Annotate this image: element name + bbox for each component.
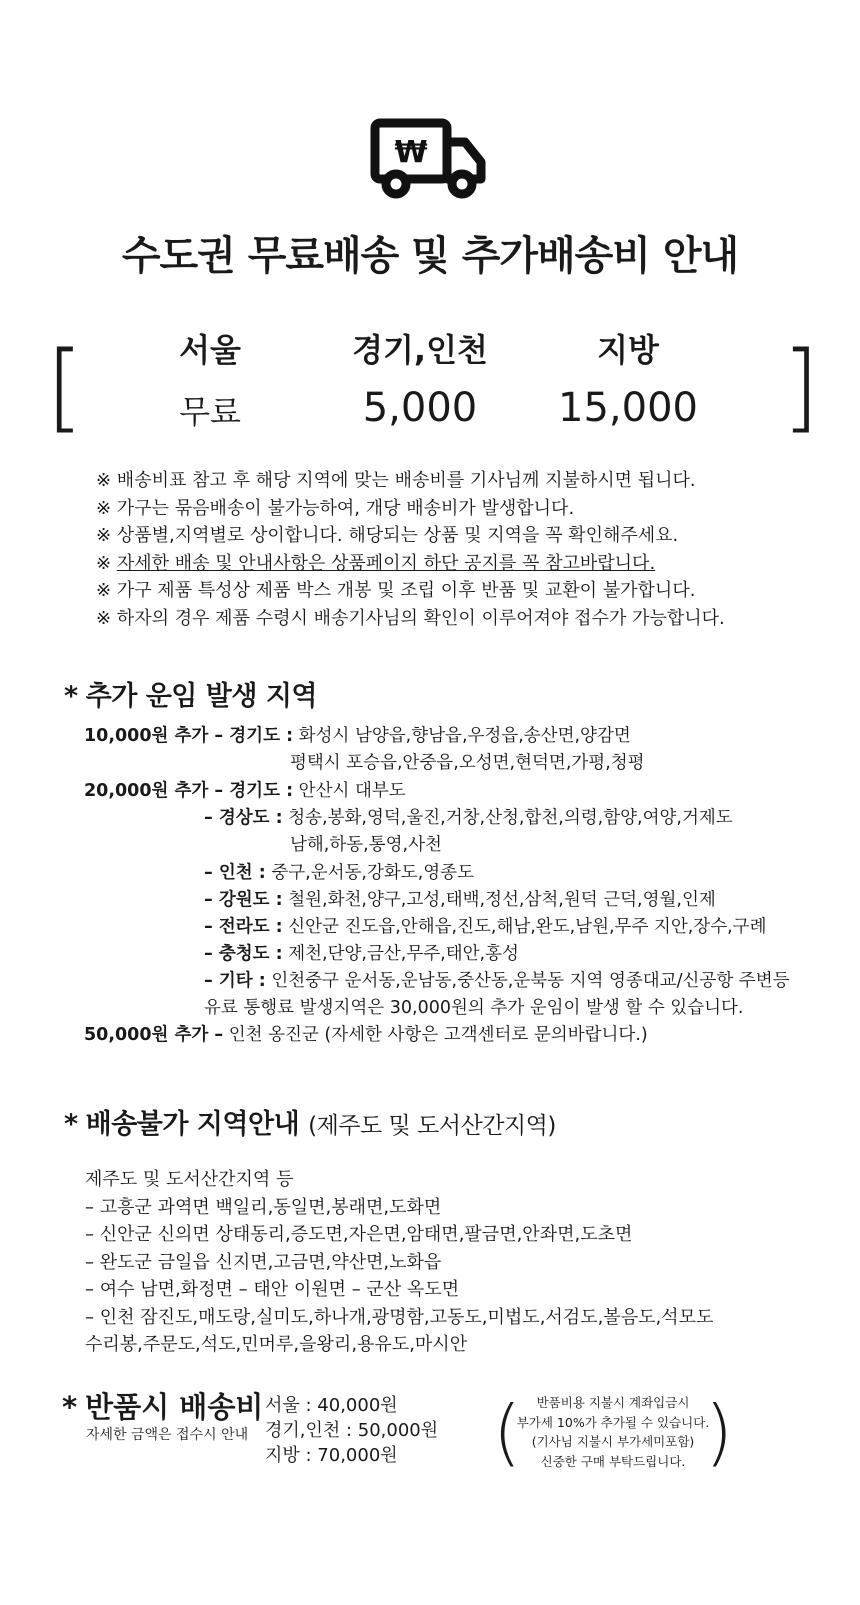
star-icon: *	[64, 681, 78, 712]
surcharge-areas: 인천 옹진군 (자세한 사항은 고객센터로 문의바랍니다.)	[228, 1025, 648, 1045]
surcharge-areas: 제천,단양,금산,무주,태안,홍성	[288, 944, 519, 964]
left-bracket: [	[46, 331, 84, 443]
no-delivery-title: 배송불가 지역안내	[85, 1109, 300, 1140]
note-item: ※ 배송비표 참고 후 해당 지역에 맞는 배송비를 기사님께 지불하시면 됩니다.	[96, 470, 696, 491]
surcharge-areas: 안산시 대부도	[298, 781, 406, 801]
surcharge-label: 10,000원 추가 – 경기도 :	[84, 726, 294, 746]
star-icon: *	[64, 1109, 78, 1140]
rate-fee-seoul: 무료	[179, 393, 241, 431]
surcharge-areas: 남해,하동,통영,사천	[290, 835, 442, 855]
surcharge-label: 50,000원 추가 –	[84, 1025, 224, 1045]
returns-heading	[62, 1385, 263, 1426]
return-fee-item: 서울 : 40,000원	[265, 1395, 398, 1416]
surcharge-areas: 화성시 남양읍,향남읍,우정읍,송산면,양감면	[298, 726, 631, 746]
surcharge-label: – 충청도 :	[204, 944, 283, 964]
no-delivery-list	[85, 1166, 713, 1359]
surcharge-title: 추가 운임 발생 지역	[85, 681, 317, 712]
rate-fee-gyeonggi: 5,000	[362, 385, 478, 431]
surcharge-areas: 중구,운서동,강화도,영종도	[271, 863, 474, 883]
returns-fee-list	[265, 1393, 438, 1468]
list-item: – 고흥군 과역면 백일리,동일면,봉래면,도화면	[85, 1196, 442, 1218]
note-item: ※ 가구 제품 특성상 제품 박스 개봉 및 조립 이후 반품 및 교환이 불가합니다.	[96, 580, 696, 601]
page-title: 수도권 무료배송 및 추가배송비 안내	[121, 233, 739, 279]
rate-fee-local: 15,000	[558, 385, 698, 431]
list-item: – 완도군 금일읍 신지면,고금면,약산면,노화읍	[85, 1251, 442, 1273]
surcharge-areas: 인천중구 운서동,운남동,중산동,운북동 지역 영종대교/신공항 주변등	[271, 971, 790, 991]
notice-line: 반품비용 지불시 계좌입금시	[536, 1395, 690, 1410]
surcharge-areas: 신안군 진도읍,안해읍,진도,해남,완도,남원,무주 지안,장수,구례	[288, 917, 767, 937]
return-fee-item: 경기,인천 : 50,000원	[265, 1420, 439, 1441]
svg-text:₩: ₩	[394, 135, 428, 170]
returns-notice	[493, 1390, 733, 1480]
surcharge-areas: 평택시 포승읍,안중읍,오성면,현덕면,가평,청평	[290, 753, 645, 773]
note-prefix: ※	[96, 552, 117, 574]
no-delivery-subtitle: (제주도 및 도서산간지역)	[308, 1113, 556, 1139]
surcharge-areas: 유료 통행료 발생지역은 30,000원의 추가 운임이 발생 할 수 있습니다.	[204, 998, 744, 1018]
surcharge-label: – 강원도 :	[204, 890, 283, 910]
list-item: – 인천 잠진도,매도랑,실미도,하나개,광명함,고동도,미법도,서검도,볼음도,석모도	[85, 1306, 714, 1328]
surcharge-label: – 기타 :	[204, 971, 266, 991]
returns-title: 반품시 배송비	[85, 1390, 264, 1424]
surcharge-areas: 청송,봉화,영덕,울진,거창,산청,합천,의령,함양,여양,거제도	[288, 808, 733, 828]
returns-notice-text	[497, 1393, 729, 1471]
list-item: 제주도 및 도서산간지역 등	[85, 1169, 294, 1190]
return-fee-item: 지방 : 70,000원	[265, 1445, 398, 1466]
list-item: – 신안군 신의면 상태동리,증도면,자은면,암태면,팔금면,안좌면,도초면	[85, 1224, 633, 1245]
surcharge-areas: 철원,화천,양구,고성,태백,정선,삼척,원덕 근덕,영월,인제	[288, 890, 716, 910]
right-paren: )	[704, 1390, 733, 1474]
rate-region-seoul: 서울	[179, 331, 241, 369]
note-item: ※ 가구는 묶음배송이 불가능하여, 개당 배송비가 발생합니다.	[96, 497, 575, 519]
truck-won-icon	[370, 118, 488, 200]
surcharge-label: 20,000원 추가 – 경기도 :	[84, 781, 294, 801]
rate-region-gyeonggi: 경기,인천	[352, 331, 488, 369]
list-item: 수리봉,주문도,석도,민머루,을왕리,용유도,마시안	[85, 1334, 468, 1355]
notice-line: 부가세 10%가 추가될 수 있습니다.	[516, 1414, 710, 1430]
note-item	[96, 550, 725, 578]
notice-line: 신중한 구매 부탁드립니다.	[540, 1453, 686, 1469]
right-bracket: ]	[782, 331, 820, 443]
notes-list	[96, 467, 725, 632]
rate-region-local: 지방	[597, 331, 659, 369]
left-paren: (	[493, 1390, 522, 1474]
surcharge-heading	[64, 674, 317, 713]
surcharge-label: – 전라도 :	[204, 917, 283, 937]
notice-line: (기사님 지불시 부가세미포함)	[531, 1434, 695, 1449]
star-icon: *	[62, 1390, 78, 1424]
no-delivery-heading	[64, 1102, 556, 1141]
list-item: – 여수 남면,화정면 – 태안 이원면 – 군산 옥도면	[85, 1279, 460, 1300]
surcharge-label: – 인천 :	[204, 863, 266, 883]
note-link-notice[interactable]: 자세한 배송 및 안내사항은 상품페이지 하단 공지를 꼭 참고바랍니다.	[116, 552, 656, 574]
note-item: ※ 상품별,지역별로 상이합니다. 해당되는 상품 및 지역을 꼭 확인해주세요.	[96, 525, 679, 546]
note-item: ※ 하자의 경우 제품 수령시 배송기사님의 확인이 이루어져야 접수가 가능합니다.	[96, 607, 725, 629]
surcharge-label: – 경상도 :	[204, 808, 283, 828]
returns-subtitle: 자세한 금액은 접수시 안내	[86, 1427, 249, 1443]
